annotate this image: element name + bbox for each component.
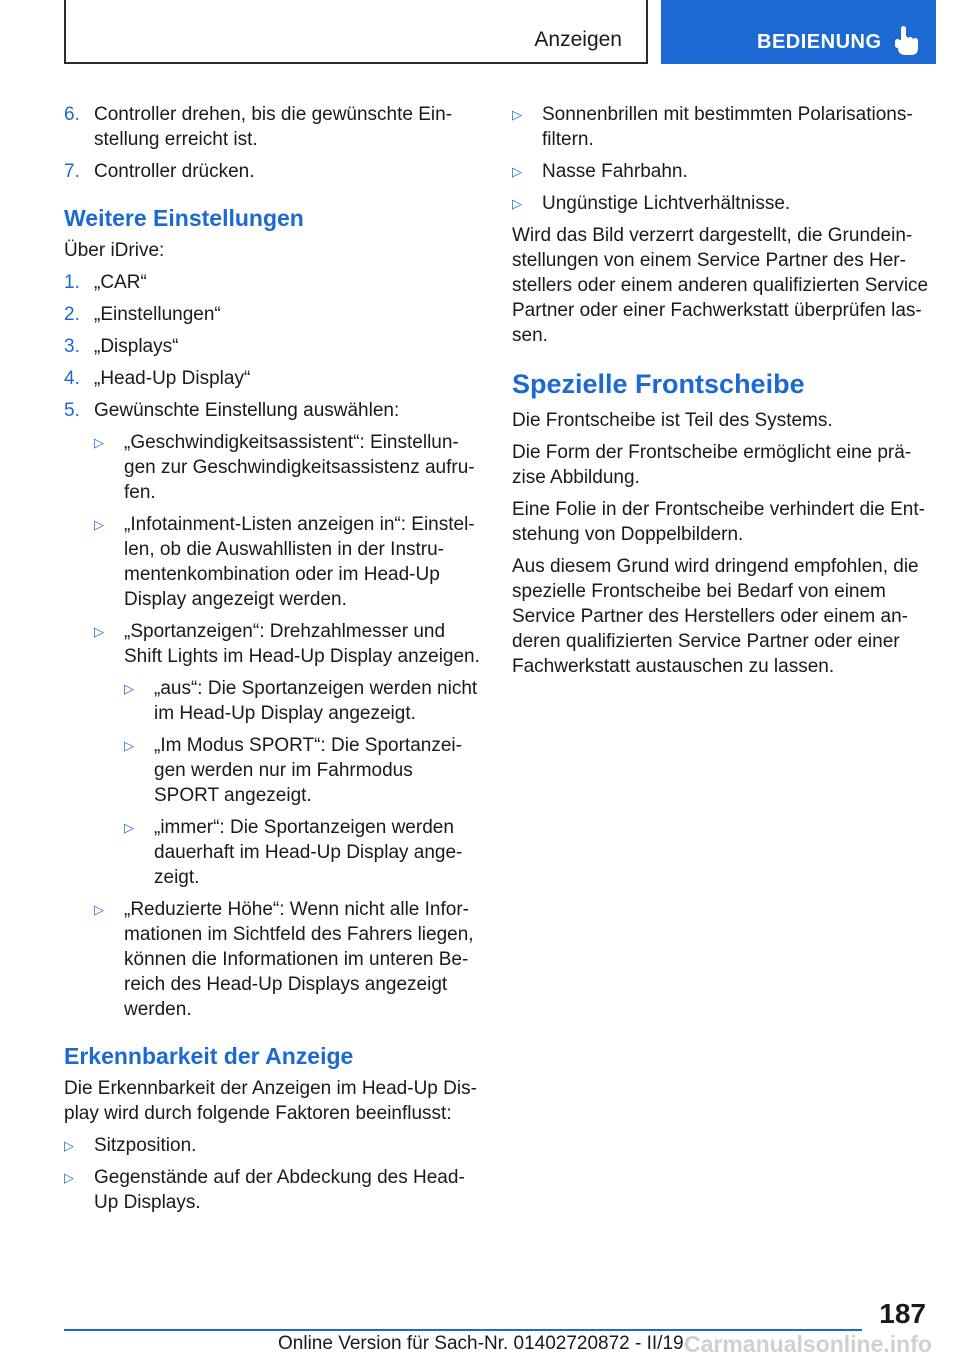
paragraph: Eine Folie in der Frontscheibe verhindert die Ent- stehung von Doppelbildern. xyxy=(512,499,925,545)
step-number: 2. xyxy=(64,304,80,325)
paragraph: Die Form der Frontscheibe ermöglicht eine prä- zise Abbildung. xyxy=(512,442,912,488)
step-number: 4. xyxy=(64,368,80,389)
option-item xyxy=(64,512,480,612)
factor-item xyxy=(512,159,930,184)
factor-text: Sonnenbrillen mit bestimmten Polarisations- filtern. xyxy=(542,104,913,150)
factor-item xyxy=(512,102,930,152)
triangle-bullet-icon: ▷ xyxy=(512,107,522,122)
heading-spezielle-frontscheibe: Spezielle Frontscheibe xyxy=(512,369,805,399)
triangle-bullet-icon: ▷ xyxy=(124,820,134,835)
paragraph: Die Frontscheibe ist Teil des Systems. xyxy=(512,410,833,431)
step-text: „CAR“ xyxy=(94,272,147,293)
right-column xyxy=(512,102,930,686)
triangle-bullet-icon: ▷ xyxy=(512,164,522,179)
step-item xyxy=(64,270,480,295)
option-text: „Geschwindigkeitsassistent“: Einstellun- gen zur Geschwindigkeitsassistenz aufru- fen. xyxy=(124,432,475,503)
step-item xyxy=(64,302,480,327)
factor-text: Ungünstige Lichtverhältnisse. xyxy=(542,193,791,214)
triangle-bullet-icon: ▷ xyxy=(124,681,134,696)
triangle-bullet-icon: ▷ xyxy=(94,517,104,532)
step-item xyxy=(64,366,480,391)
step-number: 7. xyxy=(64,161,80,182)
option-text: „Infotainment-Listen anzeigen in“: Einstel- len, ob die Auswahllisten in der Instru- mentenkombination oder im Head-Up Display angezeigt werden. xyxy=(124,514,475,610)
step-number: 5. xyxy=(64,400,80,421)
triangle-bullet-icon: ▷ xyxy=(64,1170,74,1185)
option-item xyxy=(64,430,480,505)
verzerrt-text: Wird das Bild verzerrt dargestellt, die Grundein- stellungen von einem Service Partner des Her- stellers oder einem anderen qualifizierten Service Partner oder einer Fachwerkstatt überprüfen las- sen. xyxy=(512,225,929,346)
factor-text: Nasse Fahrbahn. xyxy=(542,161,688,182)
header-chapter-title: BEDIENUNG xyxy=(757,31,882,53)
factor-text: Gegenstände auf der Abdeckung des Head- Up Displays. xyxy=(94,1167,465,1213)
hand-pointer-icon xyxy=(893,26,921,56)
option-item xyxy=(64,897,480,1022)
triangle-bullet-icon: ▷ xyxy=(94,624,104,639)
step-item xyxy=(64,334,480,359)
factor-item xyxy=(64,1165,480,1215)
step-number: 6. xyxy=(64,104,80,125)
triangle-bullet-icon: ▷ xyxy=(124,738,134,753)
paragraph: Aus diesem Grund wird dringend empfohlen, die spezielle Frontscheibe bei Bedarf von einem Service Partner des Herstellers oder einem an- deren qualifizierten Service Partner oder einer Fachwerkstatt austauschen zu lassen. xyxy=(512,556,919,677)
step-text: Controller drücken. xyxy=(94,161,255,182)
header-chapter-tab xyxy=(661,0,936,64)
step-number: 1. xyxy=(64,272,80,293)
option-text: „Reduzierte Höhe“: Wenn nicht alle Infor- mationen im Sichtfeld des Fahrers liegen, können die Informationen im unteren Be- reich des Head-Up Displays angezeigt werden. xyxy=(124,899,474,1020)
sub-option-text: „Im Modus SPORT“: Die Sportanzei- gen werden nur im Fahrmodus SPORT angezeigt. xyxy=(154,735,462,806)
footer-watermark: Carmanualsonline.info xyxy=(684,1331,932,1357)
heading-erkennbarkeit: Erkennbarkeit der Anzeige xyxy=(64,1043,354,1069)
header-section-title: Anzeigen xyxy=(534,28,622,51)
sub-option-item xyxy=(64,676,480,726)
erkennbarkeit-text: Die Erkennbarkeit der Anzeigen im Head-Up Dis- play wird durch folgende Faktoren beeinflusst: xyxy=(64,1078,477,1124)
option-text: „Sportanzeigen“: Drehzahlmesser und Shift Lights im Head-Up Display anzeigen. xyxy=(124,621,480,667)
triangle-bullet-icon: ▷ xyxy=(94,435,104,450)
sub-option-item xyxy=(64,733,480,808)
factor-text: Sitzposition. xyxy=(94,1135,197,1156)
step-text: „Head-Up Display“ xyxy=(94,368,251,389)
step-item xyxy=(64,102,480,152)
triangle-bullet-icon: ▷ xyxy=(94,902,104,917)
step-item xyxy=(64,398,480,423)
sub-option-text: „immer“: Die Sportanzeigen werden dauerhaft im Head-Up Display ange- zeigt. xyxy=(154,817,463,888)
triangle-bullet-icon: ▷ xyxy=(64,1138,74,1153)
sub-option-text: „aus“: Die Sportanzeigen werden nicht im Head-Up Display angezeigt. xyxy=(154,678,478,724)
step-number: 3. xyxy=(64,336,80,357)
heading-weitere-einstellungen: Weitere Einstellungen xyxy=(64,205,304,231)
step-item xyxy=(64,159,480,184)
header-section-box xyxy=(64,0,648,64)
step-text: Controller drehen, bis die gewünschte Ein- stellung erreicht ist. xyxy=(94,104,453,150)
step-text: „Einstellungen“ xyxy=(94,304,221,325)
step-text: „Displays“ xyxy=(94,336,179,357)
factor-item xyxy=(64,1133,480,1158)
left-column xyxy=(64,102,480,1222)
option-item xyxy=(64,619,480,669)
factor-item xyxy=(512,191,930,216)
intro-text: Über iDrive: xyxy=(64,240,165,261)
footer-version: Online Version für Sach-Nr. 01402720872 - II/19 xyxy=(278,1333,684,1354)
step-text: Gewünschte Einstellung auswählen: xyxy=(94,400,400,421)
page-number: 187 xyxy=(879,1298,926,1329)
sub-option-item xyxy=(64,815,480,890)
triangle-bullet-icon: ▷ xyxy=(512,196,522,211)
